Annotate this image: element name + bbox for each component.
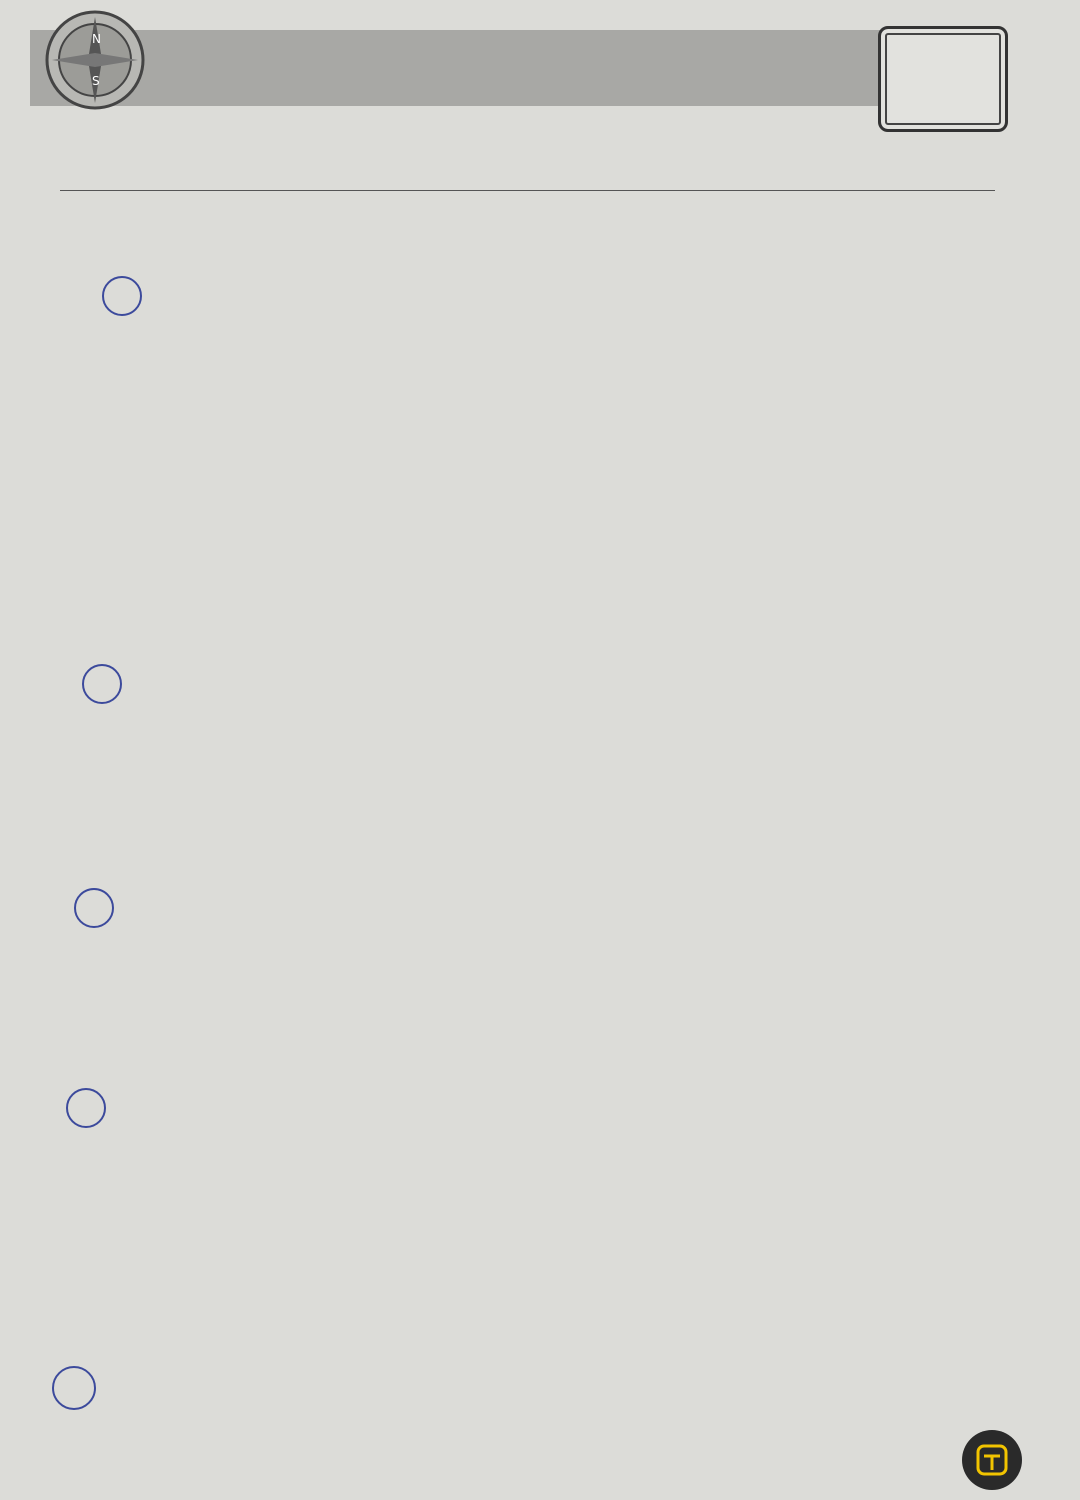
star-answer-6 (985, 1322, 1057, 1394)
option (74, 1130, 110, 1159)
answer-circle (82, 664, 122, 704)
answer-circle (74, 888, 114, 928)
header-bar (30, 30, 890, 106)
option (92, 770, 128, 799)
answer-circle (102, 276, 142, 316)
option (82, 964, 118, 993)
option (92, 702, 128, 731)
option (92, 736, 128, 765)
option (455, 286, 491, 315)
option (64, 1292, 100, 1321)
svg-text:S: S (92, 74, 100, 88)
option (455, 254, 491, 283)
divider (60, 190, 995, 191)
star-answer-3 (950, 660, 1022, 732)
side-scrap (1040, 0, 1080, 110)
lesson-badge (878, 26, 1008, 132)
star-answer-1 (930, 250, 1002, 322)
app-logo-icon[interactable] (962, 1430, 1022, 1490)
answer-circle (52, 1366, 96, 1410)
option (64, 1332, 100, 1361)
option (112, 248, 148, 277)
compass-icon (40, 5, 150, 115)
svg-text:N: N (92, 32, 101, 46)
answer-circle (66, 1088, 106, 1128)
option (74, 1168, 110, 1197)
debundja-chart (780, 938, 960, 1458)
option (64, 1410, 100, 1439)
option (82, 856, 118, 885)
star-answer-5 (980, 1040, 1052, 1112)
climate-charts (0, 360, 940, 630)
option (82, 928, 118, 957)
star-answer-2 (936, 470, 1008, 542)
option (74, 1054, 110, 1083)
star-answer-4 (960, 846, 1032, 918)
